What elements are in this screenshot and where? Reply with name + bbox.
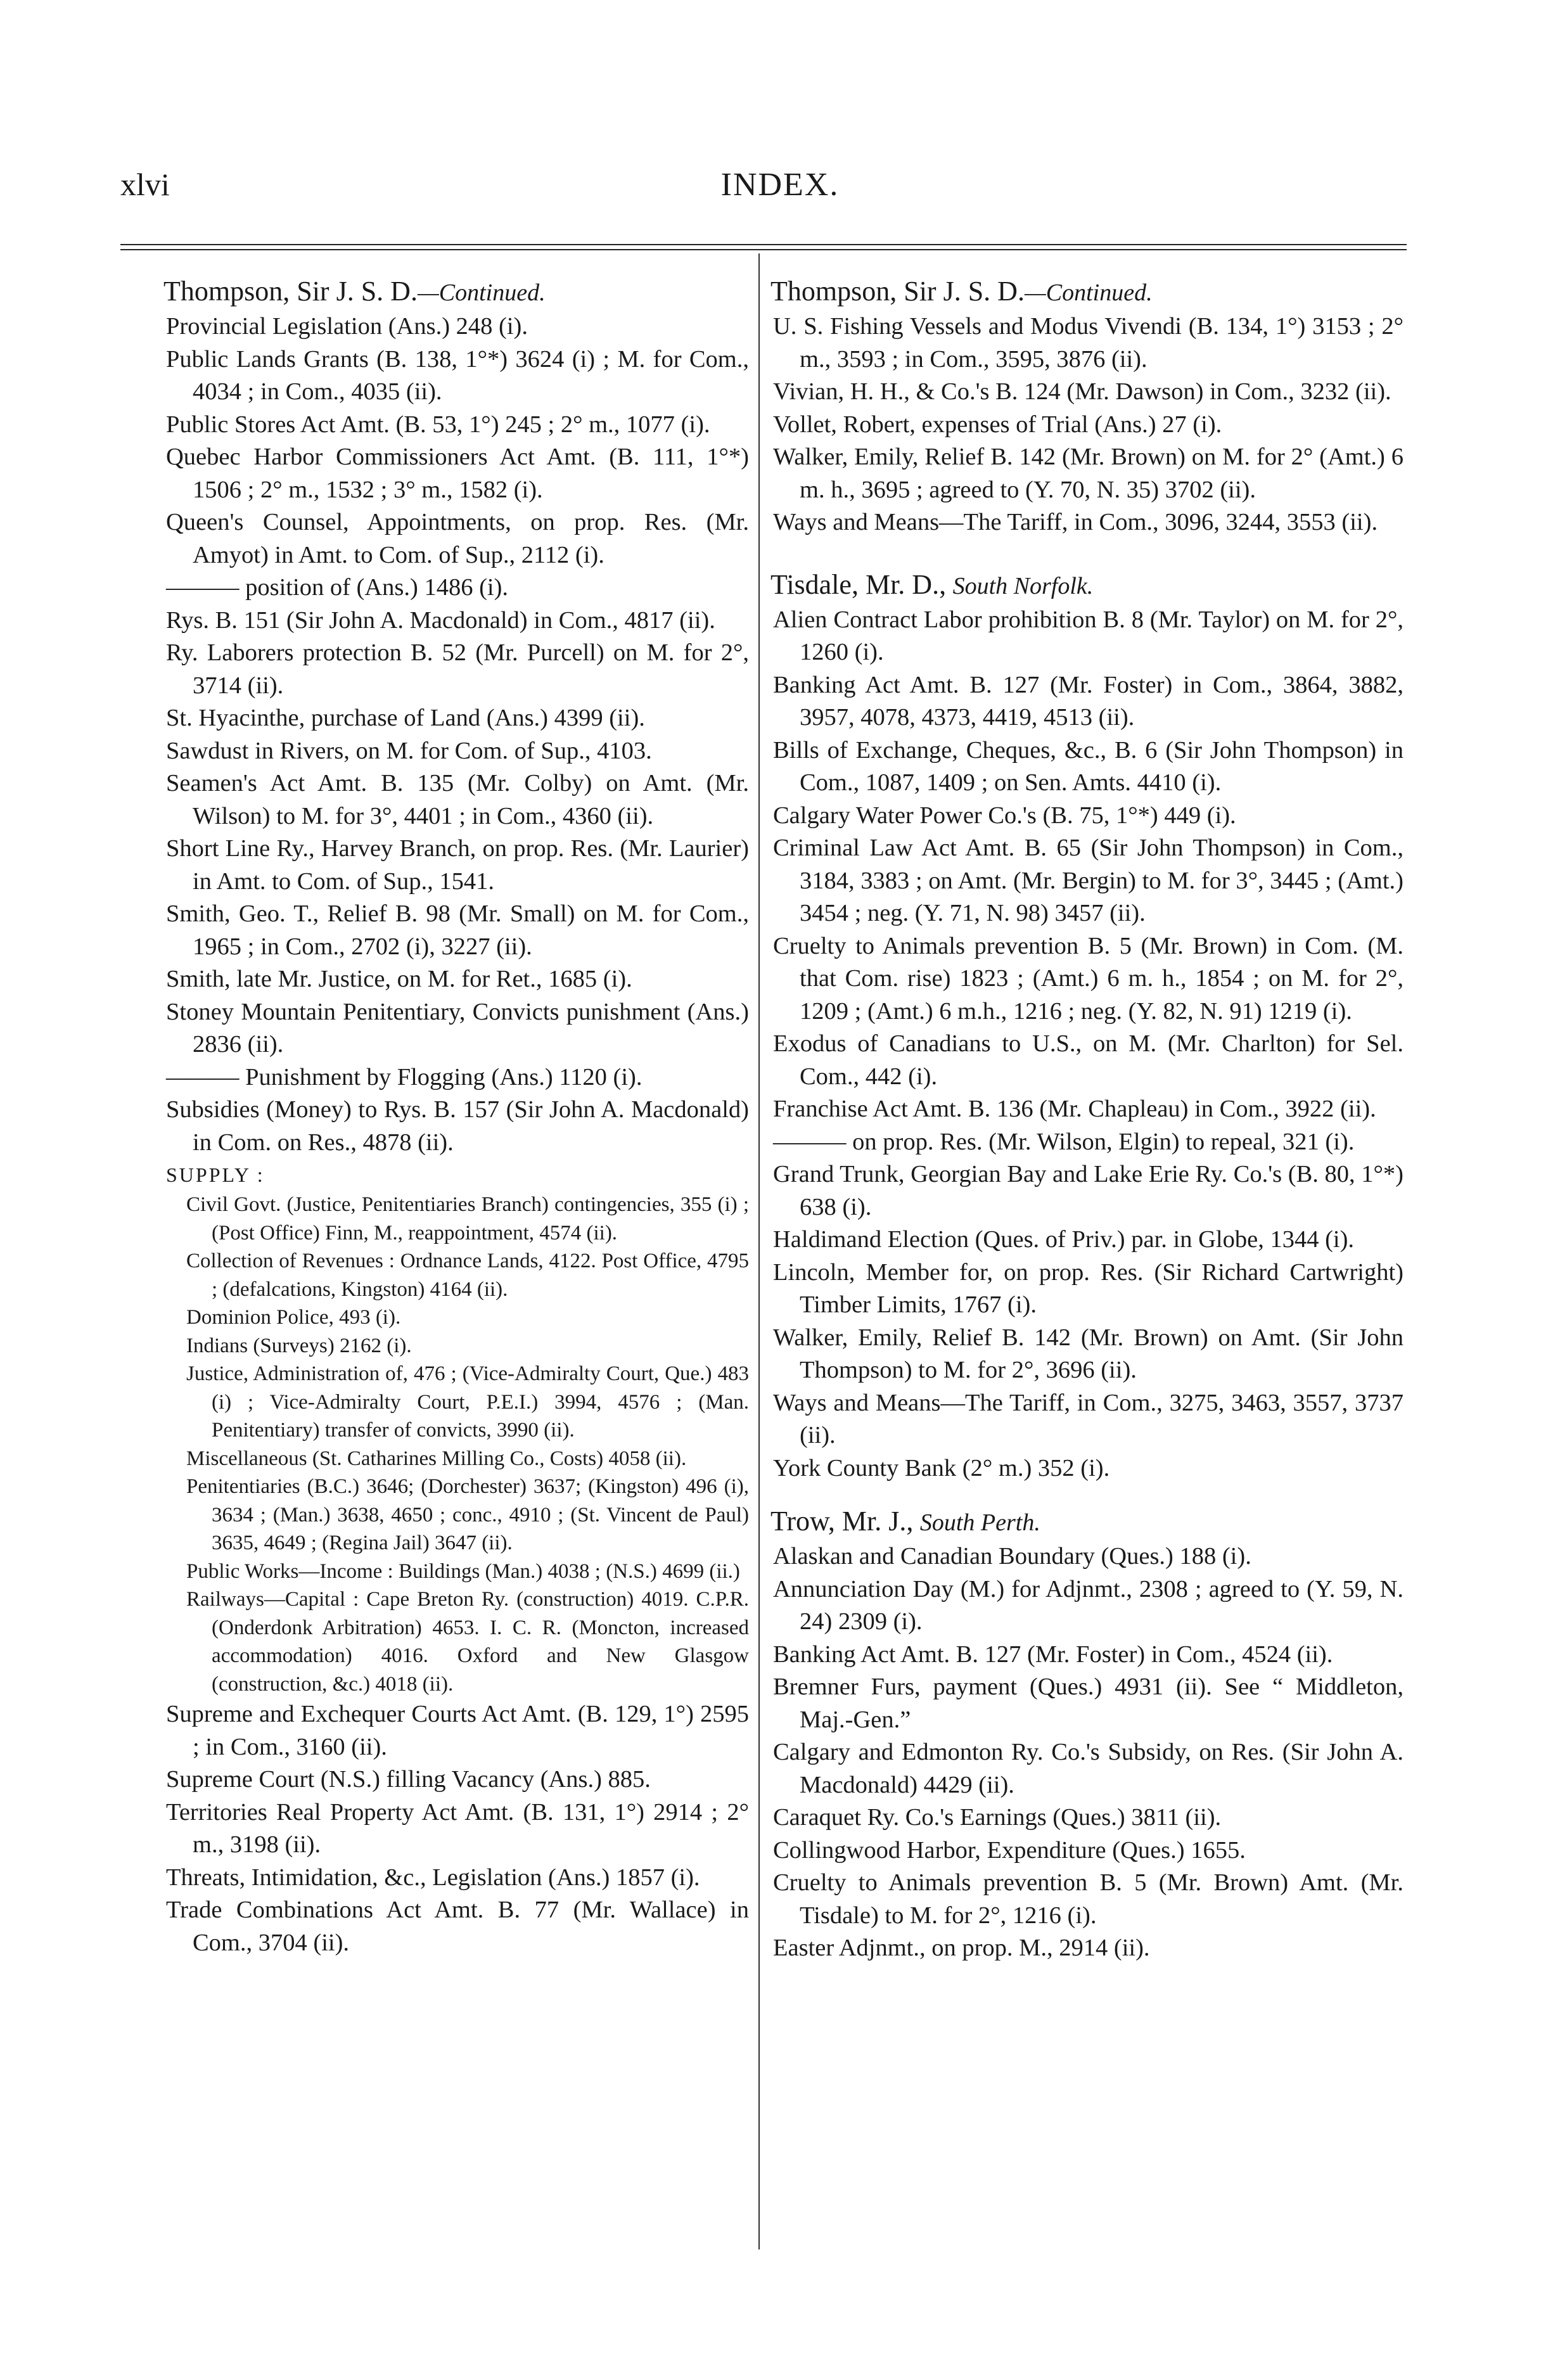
page-header [0,166,1560,204]
supply-entry: Justice, Administration of, 476 ; (Vice-Admiralty Court, Que.) 483 (i) ; Vice-Admiralty Court, P.E.I.) 3994, 4576 ; (Man. Penitentiary) transfer of convicts, 3990 (ii). [186,1362,749,1442]
left-column [163,274,749,1959]
index-entry: Exodus of Canadians to U.S., on M. (Mr. Charlton) for Sel. Com., 442 (i). [773,1030,1403,1090]
index-entry: Smith, late Mr. Justice, on M. for Ret., 1685 (i). [166,966,632,992]
header-rule-top [120,244,1407,245]
index-heading-tisdale [770,567,1403,604]
index-entry: Smith, Geo. T., Relief B. 98 (Mr. Small) on M. for Com., 1965 ; in Com., 2702 (i), 3227 (ii). [166,900,749,960]
index-entry: Quebec Harbor Commissioners Act Amt. (B. 111, 1°*) 1506 ; 2° m., 1532 ; 3° m., 1582 (i). [166,444,749,503]
index-entry: Provincial Legislation (Ans.) 248 (i). [166,313,528,340]
supply-entry: Penitentiaries (B.C.) 3646; (Dorchester) 3637; (Kingston) 496 (i), 3634 ; (Man.) 3638, 4650 ; conc., 4910 ; (St. Vincent de Paul) 3635, 4649 ; (Regina Jail) 3647 (ii). [186,1475,749,1554]
index-entry: Franchise Act Amt. B. 136 (Mr. Chapleau) in Com., 3922 (ii). [773,1096,1376,1122]
index-entry: Haldimand Election (Ques. of Priv.) par. in Globe, 1344 (i). [773,1226,1355,1253]
heading-continued: —Continued. [1024,279,1153,306]
supply-label: SUPPLY : [166,1163,265,1186]
index-entry: Annunciation Day (M.) for Adjnmt., 2308 ; agreed to (Y. 59, N. 24) 2309 (i). [773,1575,1403,1635]
index-entry: Short Line Ry., Harvey Branch, on prop. Res. (Mr. Laurier) in Amt. to Com. of Sup., 1541. [166,835,749,895]
right-column [770,274,1403,1965]
index-entry: Cruelty to Animals prevention B. 5 (Mr. Brown) Amt. (Mr. Tisdale) to M. for 2°, 1216 (i). [773,1869,1403,1929]
index-entry: Banking Act Amt. B. 127 (Mr. Foster) in Com., 3864, 3882, 3957, 4078, 4373, 4419, 4513 (ii). [773,671,1403,731]
index-entry: Rys. B. 151 (Sir John A. Macdonald) in Com., 4817 (ii). [166,606,715,634]
index-entry: ——— Punishment by Flogging (Ans.) 1120 (i). [166,1063,643,1091]
index-heading-trow [770,1504,1403,1540]
index-entry: Cruelty to Animals prevention B. 5 (Mr. Brown) in Com. (M. that Com. rise) 1823 ; (Amt.) 6 m. h., 1854 ; on M. for 2°, 1209 ; (Amt.) 6 m.h., 1216 ; neg. (Y. 82, N. 91) 1219 (i). [773,932,1403,1025]
heading-constituency: South Norfolk. [952,572,1094,599]
supply-entry: Dominion Police, 493 (i). [186,1306,401,1329]
page-title: INDEX. [720,167,840,203]
entry-list-trow [773,1540,1403,1965]
supply-entry: Public Works—Income : Buildings (Man.) 4038 ; (N.S.) 4699 (ii.) [186,1559,740,1583]
index-entry: Grand Trunk, Georgian Bay and Lake Erie Ry. Co.'s (B. 80, 1°*) 638 (i). [773,1161,1403,1220]
index-entry: Bremner Furs, payment (Ques.) 4931 (ii). See “ Middleton, Maj.-Gen.” [773,1673,1403,1733]
index-entry: Calgary Water Power Co.'s (B. 75, 1°*) 449 (i). [773,802,1236,829]
index-entry: Banking Act Amt. B. 127 (Mr. Foster) in Com., 4524 (ii). [773,1641,1333,1668]
index-entry: Lincoln, Member for, on prop. Res. (Sir Richard Cartwright) Timber Limits, 1767 (i). [773,1258,1403,1318]
index-entry: Seamen's Act Amt. B. 135 (Mr. Colby) on Amt. (Mr. Wilson) to M. for 3°, 4401 ; in Com., 4360 (ii). [166,770,749,829]
index-heading [163,274,749,310]
index-entry: Public Stores Act Amt. (B. 53, 1°) 245 ; 2° m., 1077 (i). [166,411,710,438]
index-entry: Calgary and Edmonton Ry. Co.'s Subsidy, on Res. (Sir John A. Macdonald) 4429 (ii). [773,1739,1403,1798]
entry-list [773,310,1403,539]
index-entry: Caraquet Ry. Co.'s Earnings (Ques.) 3811 (ii). [773,1804,1222,1831]
index-heading [770,274,1403,310]
index-entry: Walker, Emily, Relief B. 142 (Mr. Brown) on M. for 2° (Amt.) 6 m. h., 3695 ; agreed to (Y. 70, N. 35) 3702 (ii). [773,444,1403,503]
index-entry: Public Lands Grants (B. 138, 1°*) 3624 (i) ; M. for Com., 4034 ; in Com., 4035 (ii). [166,345,749,405]
index-entry: Subsidies (Money) to Rys. B. 157 (Sir John A. Macdonald) in Com. on Res., 4878 (ii). [166,1096,749,1156]
entry-list-tisdale [773,604,1403,1485]
index-entry: ——— on prop. Res. (Mr. Wilson, Elgin) to repeal, 321 (i). [773,1128,1355,1155]
heading-constituency: South Perth. [919,1509,1040,1536]
index-entry: Threats, Intimidation, &c., Legislation (Ans.) 1857 (i). [166,1864,700,1891]
index-entry: Supreme and Exchequer Courts Act Amt. (B. 129, 1°) 2595 ; in Com., 3160 (ii). [166,1701,749,1760]
index-entry: Criminal Law Act Amt. B. 65 (Sir John Thompson) in Com., 3184, 3383 ; on Amt. (Mr. Bergin) to M. for 3°, 3445 ; (Amt.) 3454 ; neg. (Y. 71, N. 98) 3457 (ii). [773,835,1403,926]
supply-list [166,1191,749,1698]
index-entry: Trade Combinations Act Amt. B. 77 (Mr. Wallace) in Com., 3704 (ii). [166,1897,749,1956]
index-entry: Queen's Counsel, Appointments, on prop. Res. (Mr. Amyot) in Amt. to Com. of Sup., 2112 (i). [166,509,749,568]
index-entry: Collingwood Harbor, Expenditure (Ques.) 1655. [773,1836,1246,1864]
index-entry: Ways and Means—The Tariff, in Com., 3275, 3463, 3557, 3737 (ii). [773,1389,1403,1449]
heading-name: Tisdale, Mr. D., [770,568,947,600]
index-entry: Supreme Court (N.S.) filling Vacancy (Ans.) 885. [166,1766,651,1793]
entry-list [166,310,749,1159]
index-entry: ——— position of (Ans.) 1486 (i). [166,574,509,601]
index-entry: Vivian, H. H., & Co.'s B. 124 (Mr. Dawson) in Com., 3232 (ii). [773,378,1391,405]
index-entry: Easter Adjnmt., on prop. M., 2914 (ii). [773,1935,1150,1961]
heading-continued: —Continued. [417,279,546,306]
supply-entry: Collection of Revenues : Ordnance Lands, 4122. Post Office, 4795 ; (defalcations, Kingston) 4164 (ii). [186,1250,749,1301]
supply-entry: Railways—Capital : Cape Breton Ry. (construction) 4019. C.P.R. (Onderdonk Arbitration) 4653. I. C. R. (Moncton, increased accommodation) 4016. Oxford and New Glasgow (construction, &c.) 4018 (ii). [186,1588,749,1696]
index-entry: Bills of Exchange, Cheques, &c., B. 6 (Sir John Thompson) in Com., 1087, 1409 ; on Sen. Amts. 4410 (i). [773,736,1403,796]
supply-entry: Miscellaneous (St. Catharines Milling Co., Costs) 4058 (ii). [186,1447,687,1470]
heading-name: Trow, Mr. J., [770,1506,914,1537]
entry-list-after-supply [166,1698,749,1959]
supply-entry: Civil Govt. (Justice, Penitentiaries Branch) contingencies, 355 (i) ; (Post Office) Finn, M., reappointment, 4574 (ii). [186,1193,749,1244]
index-entry: U. S. Fishing Vessels and Modus Vivendi (B. 134, 1°) 3153 ; 2° m., 3593 ; in Com., 3595, 3876 (ii). [773,313,1403,373]
column-divider [758,253,760,2249]
heading-name: Thompson, Sir J. S. D. [770,276,1025,307]
index-entry: Stoney Mountain Penitentiary, Convicts punishment (Ans.) 2836 (ii). [166,998,749,1058]
index-entry: St. Hyacinthe, purchase of Land (Ans.) 4399 (ii). [166,705,645,731]
heading-name: Thompson, Sir J. S. D. [163,276,418,307]
index-entry: York County Bank (2° m.) 352 (i). [773,1454,1110,1481]
page-number: xlvi [120,167,170,202]
index-entry: Territories Real Property Act Amt. (B. 131, 1°) 2914 ; 2° m., 3198 (ii). [166,1798,749,1858]
index-entry: Vollet, Robert, expenses of Trial (Ans.) 27 (i). [773,411,1222,438]
index-entry: Alien Contract Labor prohibition B. 8 (Mr. Taylor) on M. for 2°, 1260 (i). [773,606,1403,665]
index-entry: Sawdust in Rivers, on M. for Com. of Sup., 4103. [166,737,652,764]
index-entry: Ry. Laborers protection B. 52 (Mr. Purcell) on M. for 2°, 3714 (ii). [166,639,749,699]
index-entry: Ways and Means—The Tariff, in Com., 3096, 3244, 3553 (ii). [773,509,1378,535]
header-rule-bottom [120,249,1407,250]
supply-entry: Indians (Surveys) 2162 (i). [186,1334,412,1357]
index-entry: Alaskan and Canadian Boundary (Ques.) 188 (i). [773,1543,1251,1570]
index-entry: Walker, Emily, Relief B. 142 (Mr. Brown) on Amt. (Sir John Thompson) to M. for 2°, 3696 (ii). [773,1324,1403,1383]
